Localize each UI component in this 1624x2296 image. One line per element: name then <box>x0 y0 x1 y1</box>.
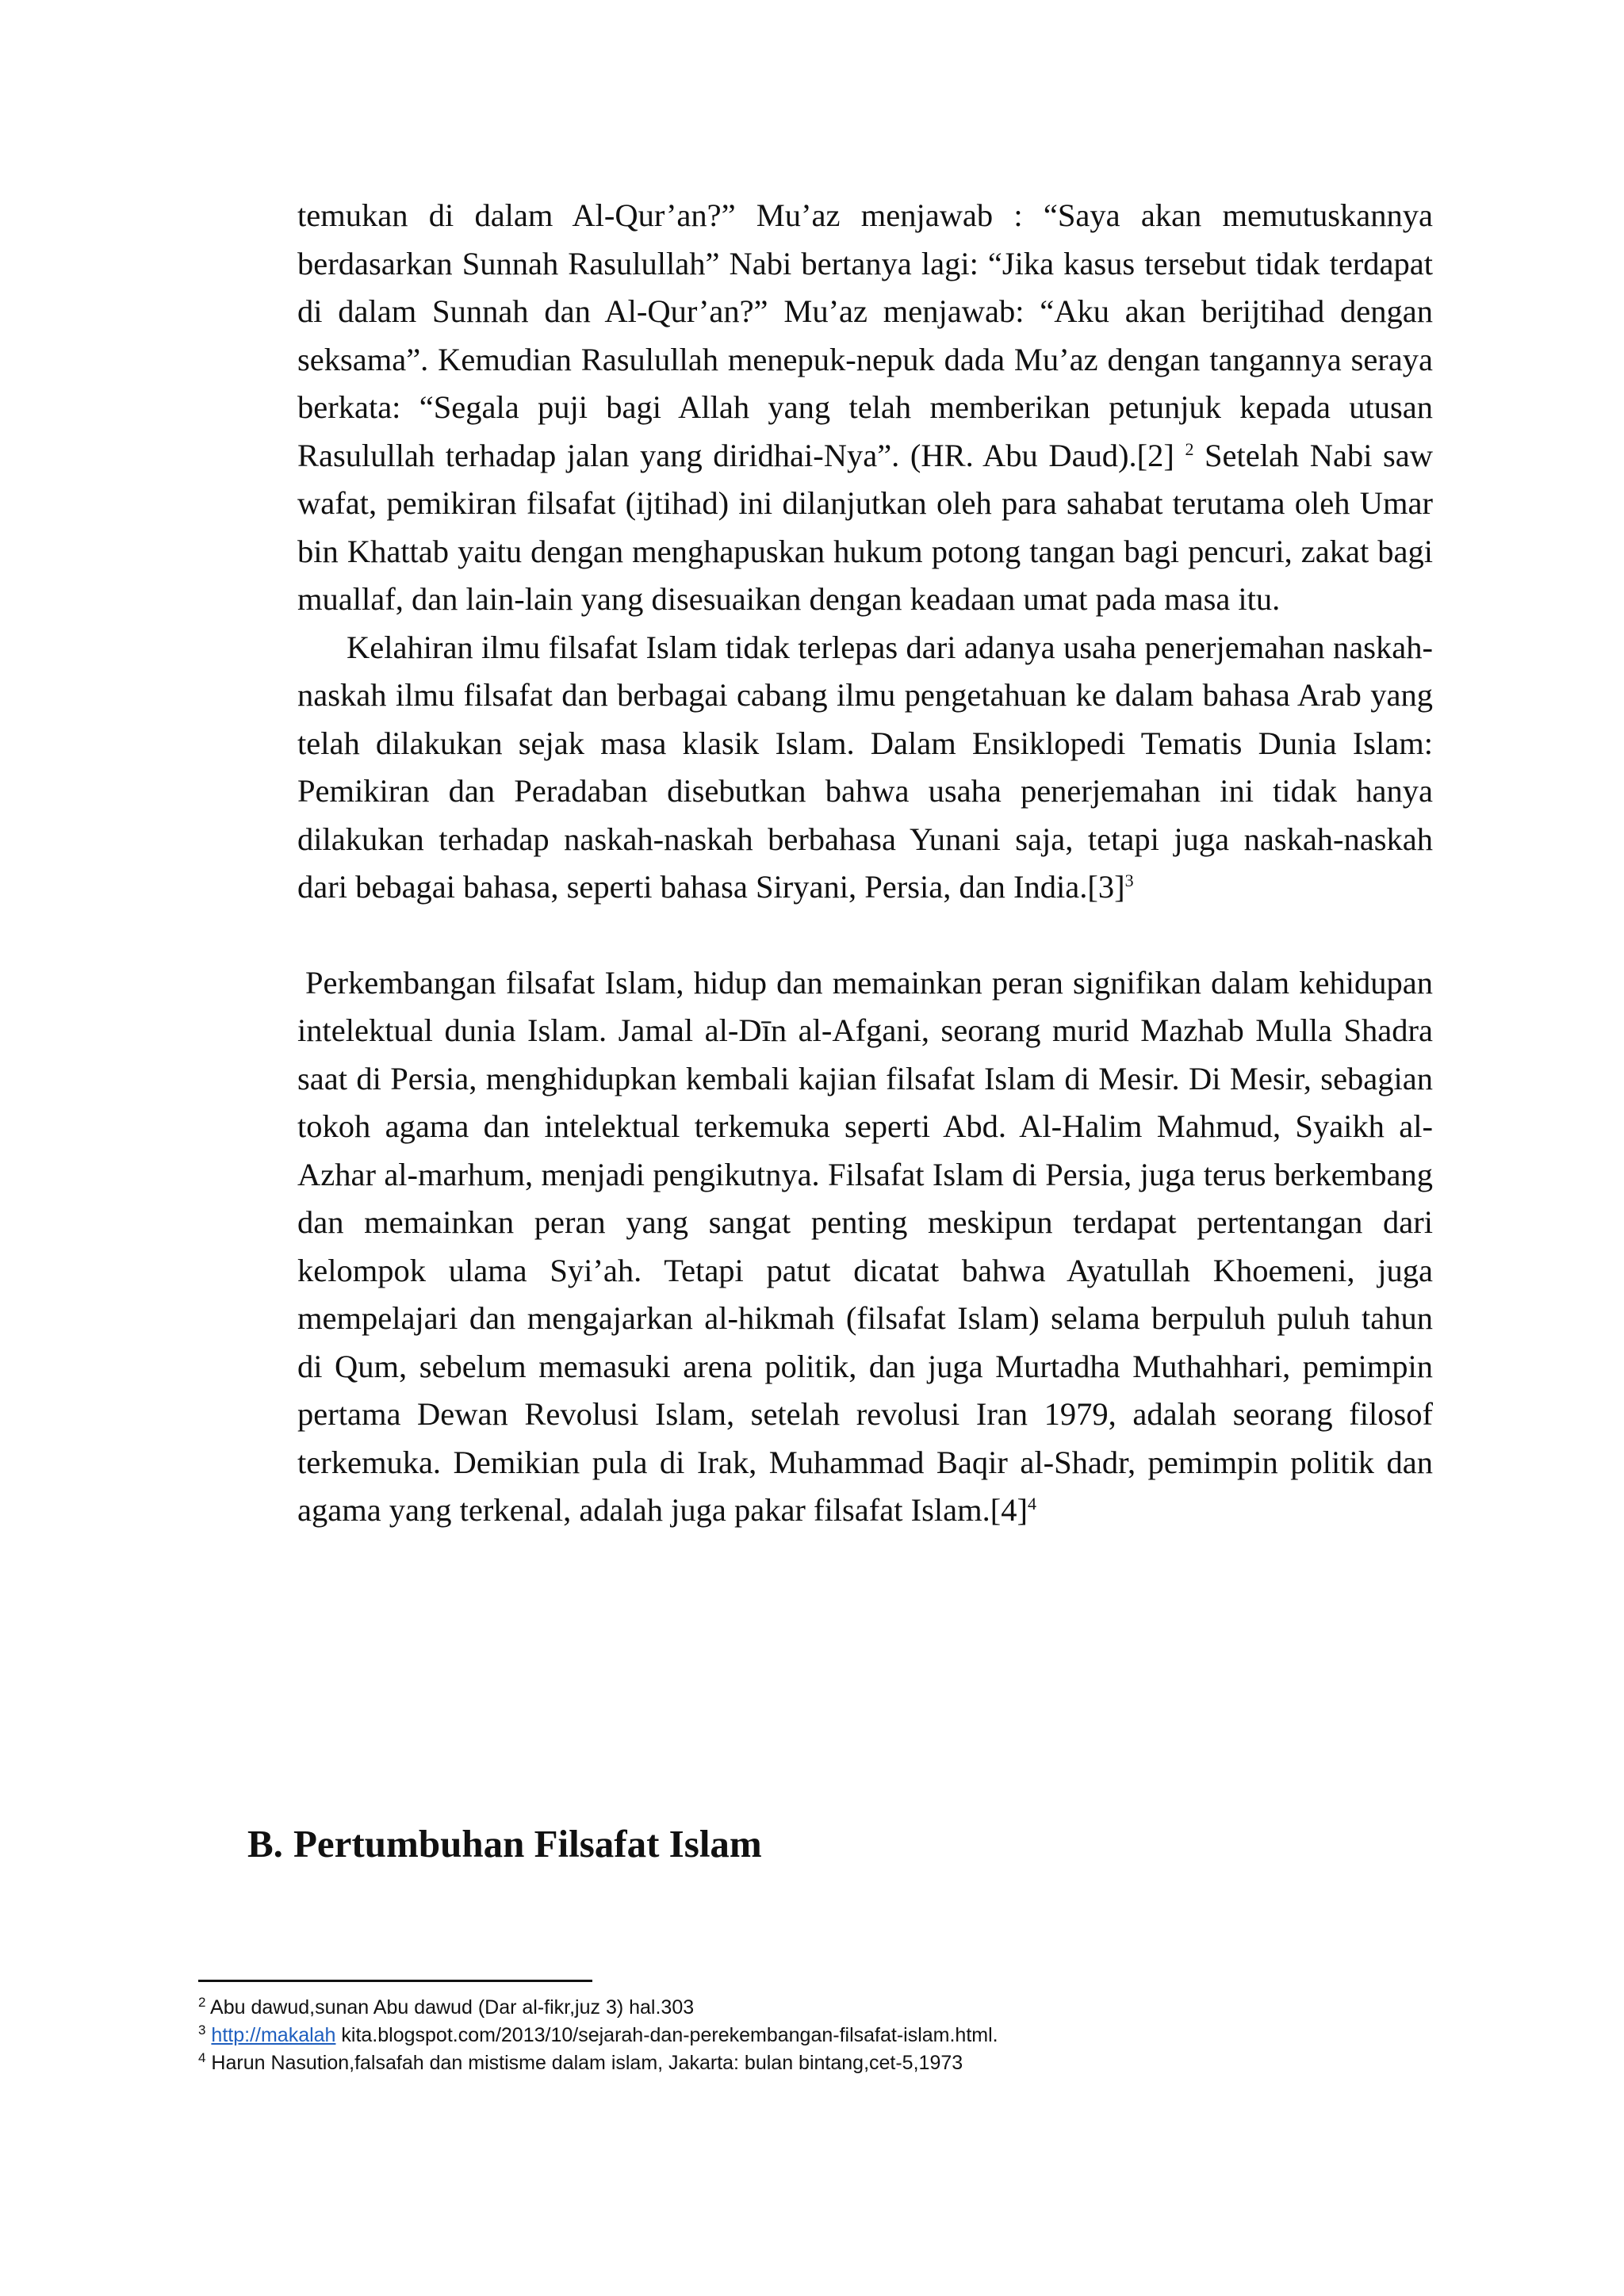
footnote-separator <box>198 1980 592 1982</box>
paragraph-1-text: temukan di dalam Al-Qur’an?” Mu’az menjawab : “Saya akan memutuskannya berdasarkan Sunnah Rasulullah” Nabi bertanya lagi: “Jika kasus tersebut tidak terdapat di dalam Sunnah dan Al-Qur’an?” Mu’az menjawab: “Aku akan berijtihad dengan seksama”. Kemudian Rasulullah menepuk-nepuk dada Mu’az dengan tangannya seraya berkata: “Segala puji bagi Allah yang telah memberikan petunjuk kepada utusan Rasulullah terhadap jalan yang diridhai-Nya”. (HR. Abu Daud).[2] <box>297 197 1433 473</box>
section-letter: B. <box>247 1822 283 1866</box>
footnote-4 <box>198 2049 1435 2077</box>
footnote-3 <box>198 2022 1435 2049</box>
paragraph-3-text: Perkembangan filsafat Islam, hidup dan memainkan peran signifikan dalam kehidupan intelektual dunia Islam. Jamal al-Dīn al-Afgani, seorang murid Mazhab Mulla Shadra saat di Persia, menghidupkan kembali kajian filsafat Islam di Mesir. Di Mesir, sebagian tokoh agama dan intelektual terkemuka seperti Abd. Al-Halim Mahmud, Syaikh al-Azhar al-marhum, menjadi pengikutnya. Filsafat Islam di Persia, juga terus berkembang dan memainkan peran yang sangat penting meskipun terdapat pertentangan dari kelompok ulama Syi’ah. Tetapi patut dicatat bahwa Ayatullah Khoemeni, juga mempelajari dan mengajarkan al-hikmah (filsafat Islam) selama berpuluh puluh tahun di Qum, sebelum memasuki arena politik, dan juga Murtadha Muthahhari, pemimpin pertama Dewan Revolusi Islam, setelah revolusi Iran 1979, adalah seorang filosof terkemuka. Demikian pula di Irak, Muhammad Baqir al-Shadr, pemimpin politik dan agama yang terkenal, adalah juga pakar filsafat Islam.[4] <box>297 964 1433 1528</box>
footnote-text: Abu dawud,sunan Abu dawud (Dar al-fikr,juz 3) hal.303 <box>210 1996 695 2019</box>
footnote-ref-3[interactable]: 3 <box>1124 871 1134 890</box>
footnote-2 <box>198 1994 1435 2022</box>
footnote-marker: 4 <box>198 2050 206 2065</box>
footnote-marker: 3 <box>198 2022 206 2038</box>
footnotes <box>198 1994 1435 2077</box>
paragraph-1 <box>297 192 1433 624</box>
footnote-ref-2[interactable]: 2 <box>1185 438 1194 459</box>
footnote-text: Harun Nasution,falsafah dan mistisme dalam islam, Jakarta: bulan bintang,cet-5,1973 <box>211 2052 963 2074</box>
footnote-marker: 2 <box>198 1995 206 2010</box>
section-heading <box>247 1820 762 1868</box>
body-text <box>297 192 1433 1535</box>
section-title: Pertumbuhan Filsafat Islam <box>293 1822 762 1866</box>
footnote-link[interactable]: http://makalah <box>211 2024 336 2046</box>
footnote-text: kita.blogspot.com/2013/10/sejarah-dan-perekembangan-filsafat-islam.html. <box>335 2024 998 2046</box>
paragraph-2-text: Kelahiran ilmu filsafat Islam tidak terlepas dari adanya usaha penerjemahan naskah-naskah ilmu filsafat dan berbagai cabang ilmu pengetahuan ke dalam bahasa Arab yang telah dilakukan sejak masa klasik Islam. Dalam Ensiklopedi Tematis Dunia Islam: Pemikiran dan Peradaban disebutkan bahwa usaha penerjemahan ini tidak hanya dilakukan terhadap naskah-naskah berbahasa Yunani saja, tetapi juga naskah-naskah dari bebagai bahasa, seperti bahasa Siryani, Persia, dan India.[3] <box>297 629 1433 905</box>
footnote-ref-4[interactable]: 4 <box>1027 1494 1036 1513</box>
paragraph-3 <box>297 959 1433 1535</box>
paragraph-1-continuation: Setelah Nabi saw wafat, pemikiran filsafat (ijtihad) ini dilanjutkan oleh para sahabat terutama oleh Umar bin Khattab yaitu dengan menghapuskan hukum potong tangan bagi pencuri, zakat bagi muallaf, dan lain-lain yang disesuaikan dengan keadaan umat pada masa itu. <box>297 437 1433 617</box>
paragraph-2 <box>297 624 1433 912</box>
